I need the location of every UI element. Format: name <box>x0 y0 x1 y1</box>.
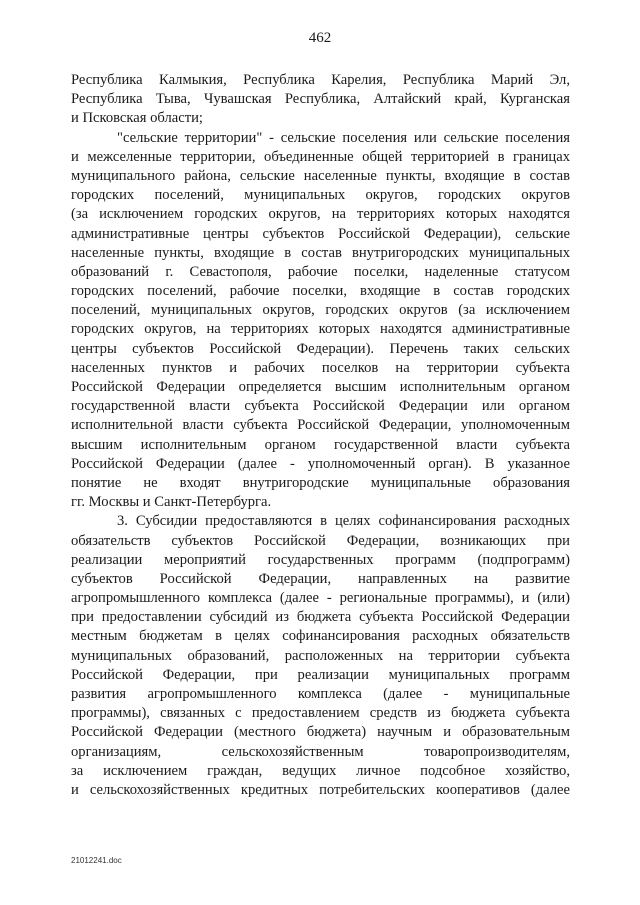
document-body <box>71 71 570 800</box>
text-line: "сельские территории" - сельские поселения или сельские поселения <box>117 129 570 146</box>
text-line: Российской Федерации определяется высшим исполнительным органом <box>71 379 570 395</box>
text-line: и Псковская области; <box>71 110 203 127</box>
text-line: городских поселений, муниципальных округов, городских округов <box>71 187 570 204</box>
text-line: высшим исполнительным органом государственной власти субъекта <box>71 436 570 453</box>
text-line: и межселенные территории, объединенные общей территорией в границах <box>71 148 570 165</box>
text-line: муниципального района, сельские населенные пункты, входящие в состав <box>71 167 570 184</box>
text-line: при предоставлении субсидий из бюджета субъекта Российской Федерации <box>71 609 570 626</box>
text-line: гг. Москвы и Санкт-Петербурга. <box>71 494 272 511</box>
text-line: реализации мероприятий государственных программ (подпрограмм) <box>71 551 570 568</box>
text-line: за исключением граждан, ведущих личное подсобное хозяйство, <box>71 762 570 779</box>
text-line: образований г. Севастополя, рабочие поселки, наделенные статусом <box>71 263 570 280</box>
text-line: (за исключением городских округов, на территориях которых находятся <box>71 206 570 223</box>
text-line: субъектов Российской Федерации, направленных на развитие <box>71 570 570 587</box>
text-line: городских поселений, рабочие поселки, входящие в состав городских <box>71 283 570 300</box>
text-line: поселений, муниципальных округов, городских округов (за исключением <box>71 302 570 319</box>
text-line: Республика Калмыкия, Республика Карелия, Республика Марий Эл, <box>71 72 570 88</box>
page-number: 462 <box>308 30 332 46</box>
text-line: развития агропромышленного комплекса (далее - муниципальные <box>71 686 570 702</box>
text-line: обязательств субъектов Российской Федерации, возникающих при <box>71 532 570 549</box>
text-line: агропромышленного комплекса (далее - региональные программы), и (или) <box>71 590 570 607</box>
text-line: Российской Федерации (далее - уполномоченный орган). В указанное <box>71 455 570 472</box>
text-line: программы), связанных с предоставлением средств из бюджета субъекта <box>71 705 570 722</box>
text-line: исполнительной власти субъекта Российской Федерации, уполномоченным <box>71 417 570 434</box>
text-line: местным бюджетам в целях софинансирования расходных обязательств <box>71 628 570 645</box>
text-line: населенных пунктов и рабочих поселков на территории субъекта <box>71 359 570 376</box>
text-line: Российской Федерации (местного бюджета) научным и образовательным <box>71 724 570 741</box>
text-line: и сельскохозяйственных кредитных потребительских кооперативов (далее <box>71 781 570 798</box>
text-line: понятие не входят внутригородские муниципальные образования <box>71 474 570 491</box>
text-line: Российской Федерации, при реализации муниципальных программ <box>71 666 570 683</box>
text-line: 3. Субсидии предоставляются в целях софинансирования расходных <box>117 513 570 530</box>
text-line: административные центры субъектов Российской Федерации), сельские <box>71 225 570 242</box>
text-line: населенные пункты, входящие в состав внутригородских муниципальных <box>71 244 570 261</box>
text-line: муниципальных образований, расположенных на территории субъекта <box>71 647 570 664</box>
text-line: центры субъектов Российской Федерации). Перечень таких сельских <box>71 340 570 357</box>
text-line: организациям, сельскохозяйственным товаропроизводителям, <box>71 743 570 760</box>
text-line: государственной власти субъекта Российской Федерации или органом <box>71 398 570 415</box>
document-filename: 21012241.doc <box>71 856 122 865</box>
text-line: Республика Тыва, Чувашская Республика, Алтайский край, Курганская <box>71 91 570 108</box>
text-line: городских округов, на территориях которых находятся административные <box>71 321 570 338</box>
